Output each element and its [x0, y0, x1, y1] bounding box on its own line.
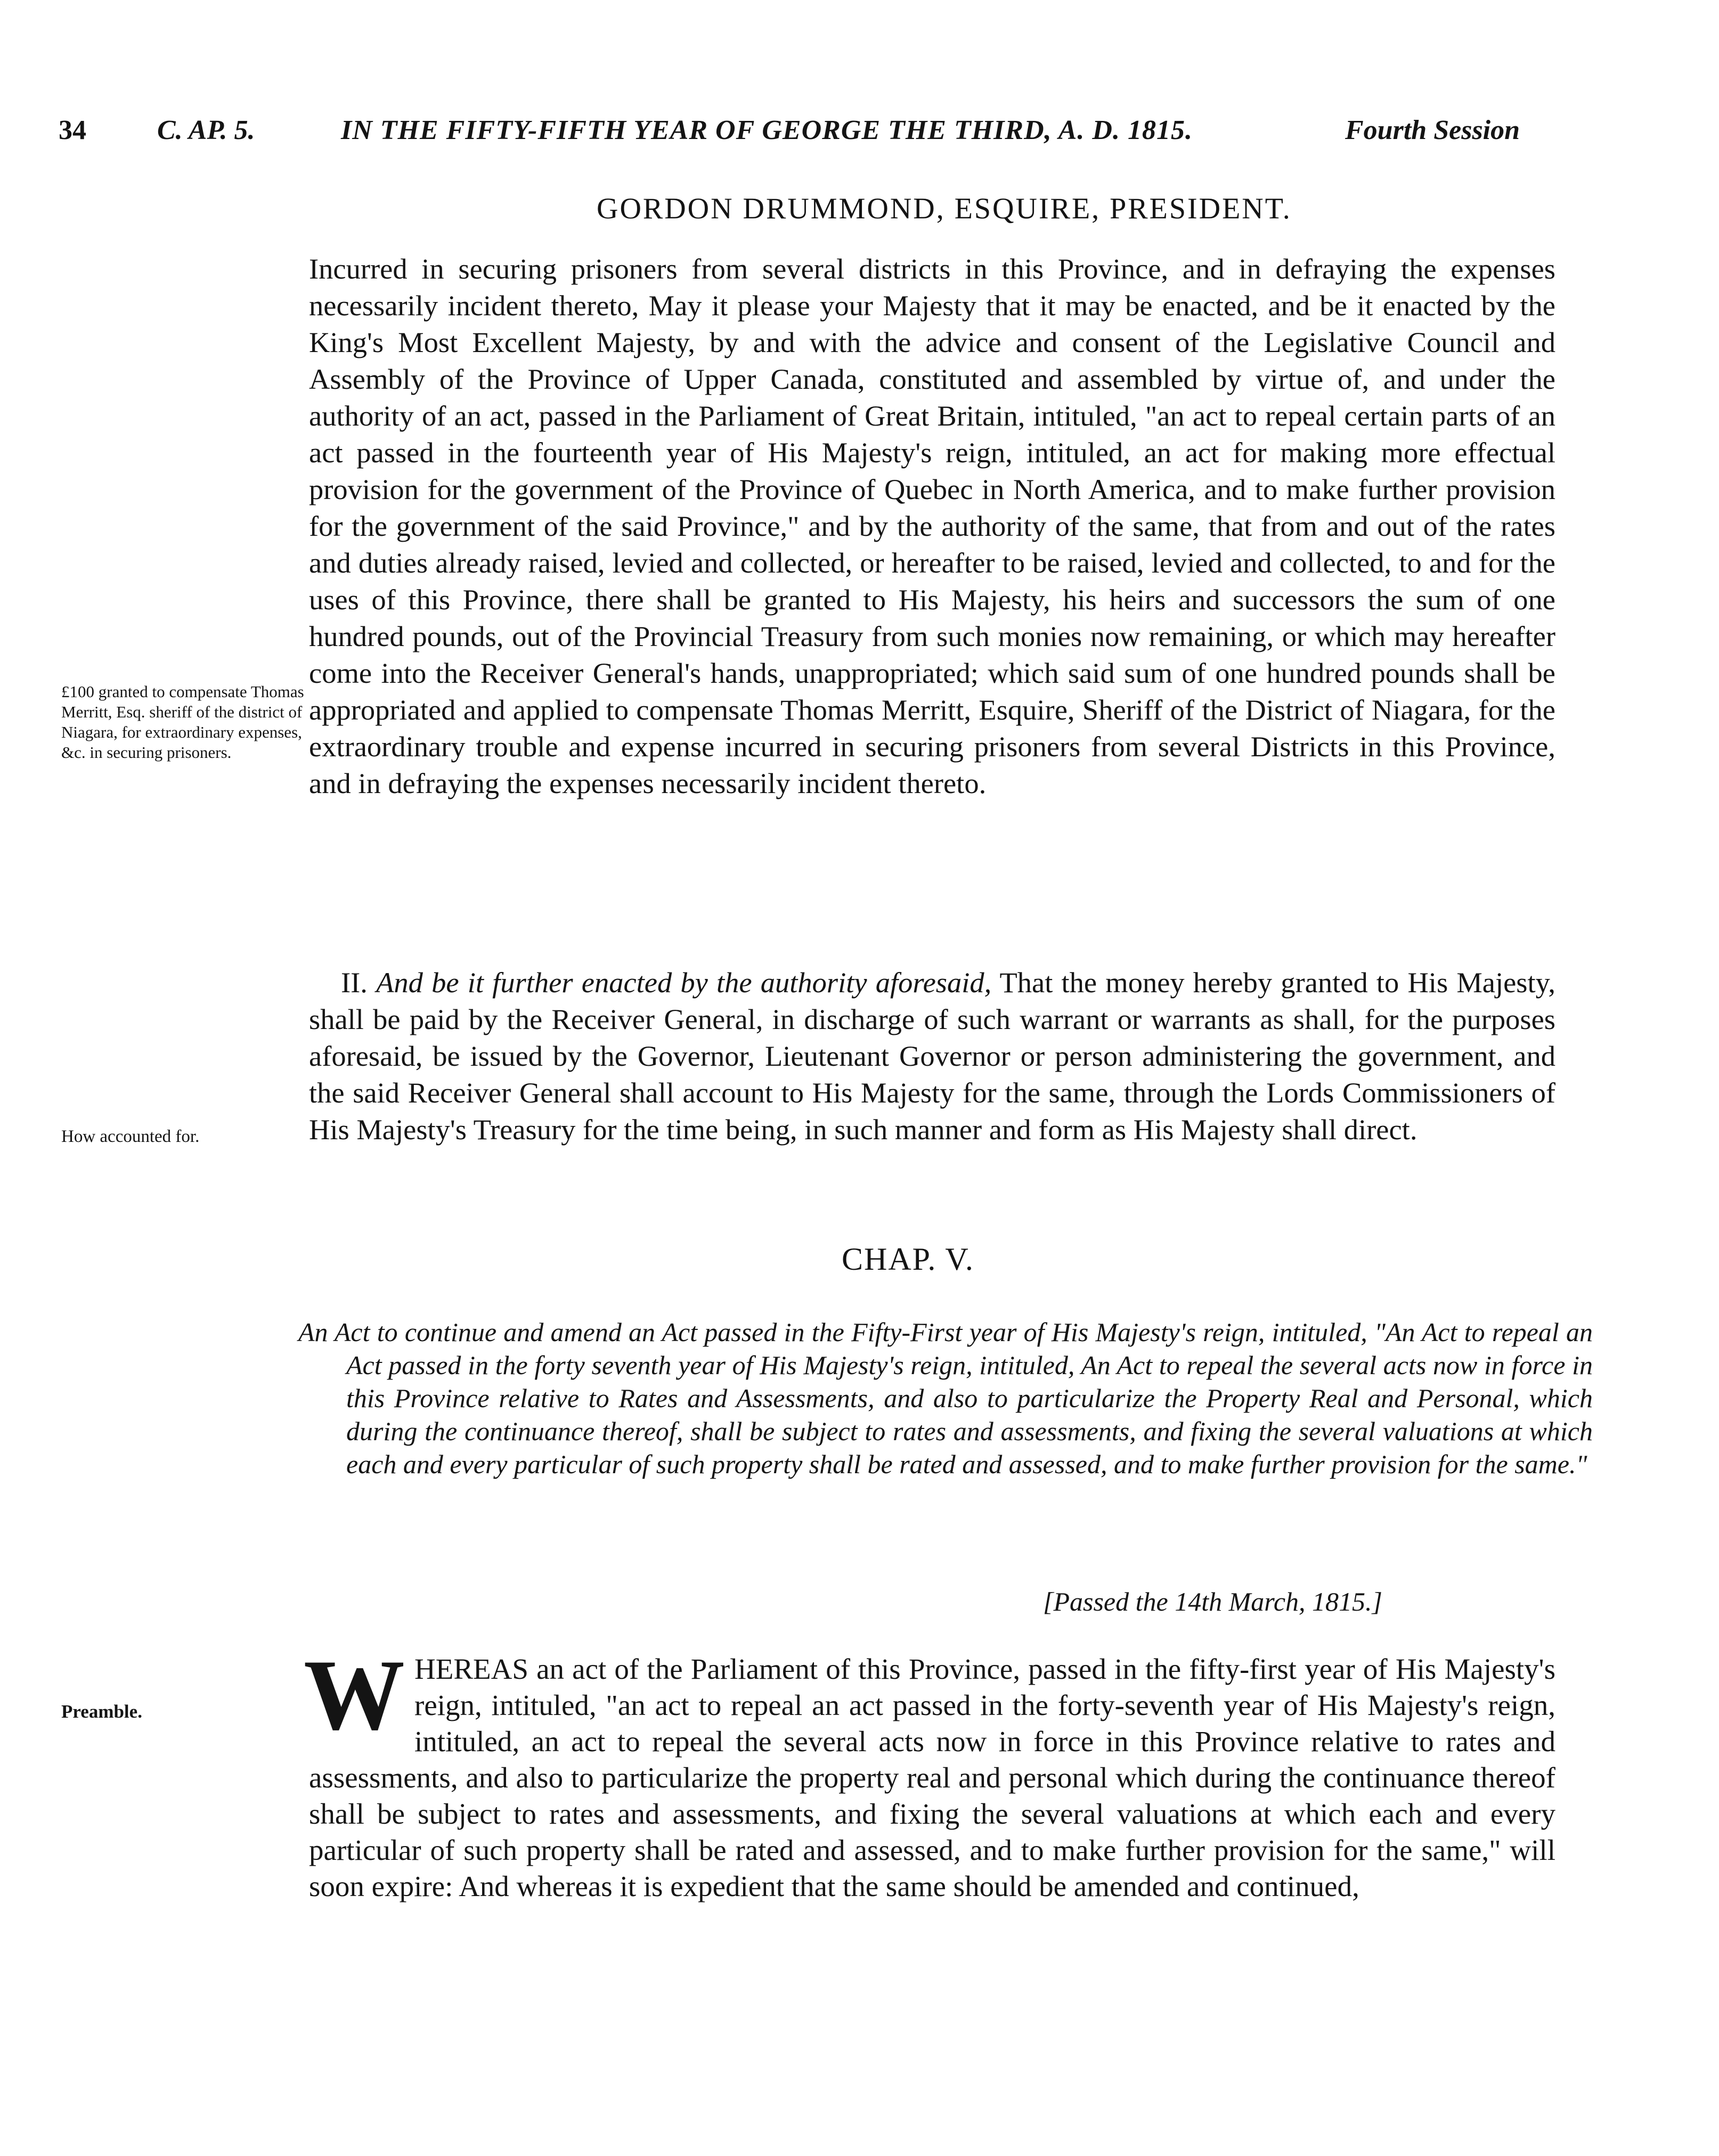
passed-date: [Passed the 14th March, 1815.] [1043, 1587, 1382, 1616]
preamble-paragraph [304, 1639, 1555, 1905]
page-number: 34 [59, 115, 86, 145]
enacting-clause: And be it further enacted by the authority aforesaid, [376, 966, 992, 999]
margin-note-preamble: Preamble. [61, 1701, 142, 1722]
session-label: Fourth Session [1345, 115, 1520, 145]
running-head [0, 115, 1719, 157]
section-numeral: II. [341, 966, 368, 999]
chapter-reference: C. AP. 5. [157, 115, 255, 145]
section-two-paragraph [309, 964, 1555, 1148]
preamble-text: HEREAS an act of the Parliament of this Province, passed in the fifty-first year of His Majesty's reign, intituled, "an act to repeal an act passed in the forty-seventh year of His Majesty's reign, intituled, an act to repeal the several acts now in force in this Province relative to rates and assessments, and also to particularize the property real and personal which during the continuance thereof shall be subject to rates and assessments, and fixing the several valuations at which each and every particular of such property shall be rated and assessed, and to make further provision for the same," will soon expire: And whereas it is expedient that the same should be amended and continued, [309, 1653, 1555, 1902]
margin-note-grant: £100 granted to compensate Thomas Merritt, Esq. sheriff of the district of Niagara, for extraordinary expenses, &c. in securing prisoners. [61, 682, 304, 762]
act-title: An Act to continue and amend an Act passed in the Fifty-First year of His Majesty's reign, intituled, "An Act to repeal an Act passed in the forty seventh year of His Majesty's reign, intituled, An Act to repeal the several acts now in force in this Province relative to Rates and Assessments, and also to particularize the Property Real and Personal, which during the continuance thereof, shall be subject to rates and assessments, and fixing the several valuations at which each and every particular of such property shall be rated and assessed, and to make further provision for the same." [298, 1317, 1593, 1479]
running-title: IN THE FIFTY-FIFTH YEAR OF GEORGE THE THIRD, A. D. 1815. [341, 115, 1193, 145]
president-line: GORDON DRUMMOND, ESQUIRE, PRESIDENT. [597, 192, 1292, 225]
chapter-heading: CHAP. V. [842, 1242, 974, 1277]
section-two-text: That the money hereby granted to His Majesty, shall be paid by the Receiver General, in discharge of such warrant or warrants as shall, for the purposes aforesaid, be issued by the Governor, Lieutenant Governor or person administering the government, and the said Receiver General shall account to His Majesty for the same, through the Lords Commissioners of His Majesty's Treasury for the time being, in such manner and form as His Majesty shall direct. [309, 966, 1555, 1146]
margin-note-accounted: How accounted for. [61, 1127, 200, 1146]
drop-cap: W [304, 1639, 405, 1751]
section-one-paragraph: Incurred in securing prisoners from several districts in this Province, and in defraying the expenses necessarily incident thereto, May it please your Majesty that it may be enacted, and be it enacted by the King's Most Excellent Majesty, by and with the advice and consent of the Legislative Council and Assembly of the Province of Upper Canada, constituted and assembled by virtue of, and under the authority of an act, passed in the Parliament of Great Britain, intituled, "an act to repeal certain parts of an act passed in the fourteenth year of His Majesty's reign, intituled, an act for making more effectual provision for the government of the Province of Quebec in North America, and to make further provision for the government of the said Province," and by the authority of the same, that from and out of the rates and duties already raised, levied and collected, or hereafter to be raised, levied and collected, to and for the uses of this Province, there shall be granted to His Majesty, his heirs and successors the sum of one hundred pounds, out of the Provincial Treasury from such monies now remaining, or which may hereafter come into the Receiver General's hands, unappropriated; which said sum of one hundred pounds shall be appropriated and applied to compensate Thomas Merritt, Esquire, Sheriff of the District of Niagara, for the extraordinary trouble and expense incurred in securing prisoners from several Districts in this Province, and in defraying the expenses necessarily incident thereto. [309, 252, 1555, 799]
